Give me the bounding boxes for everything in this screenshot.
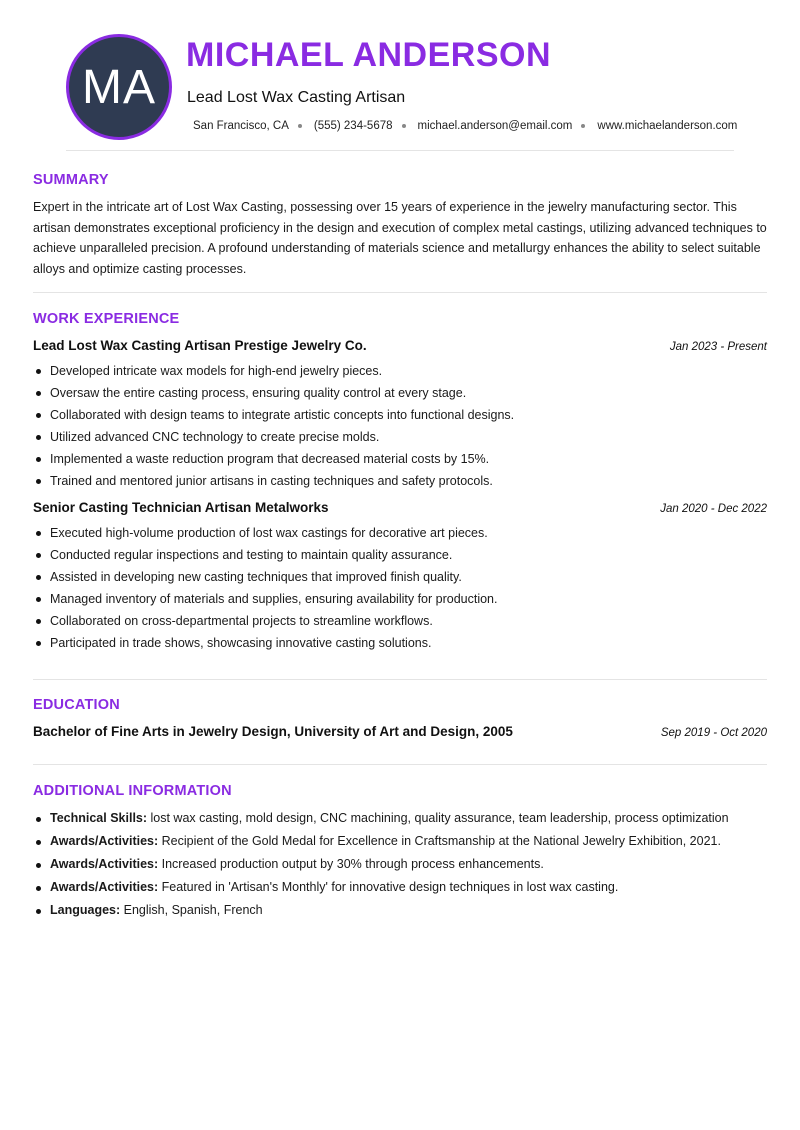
avatar-initials: MA [82,60,156,114]
job-bullet: Collaborated on cross-departmental projects to streamline workflows. [33,610,767,632]
separator-dot [298,124,302,128]
job-bullet: Oversaw the entire casting process, ensuring quality control at every stage. [33,382,767,404]
additional-info-item [33,855,767,874]
item-label: Languages: [50,903,121,917]
contact-email: michael.anderson@email.com [417,120,573,132]
job-entry [33,338,767,492]
summary-section [33,151,767,292]
separator-dot [402,124,406,128]
item-label: Awards/Activities: [50,880,159,894]
job-bullet: Participated in trade shows, showcasing innovative casting solutions. [33,632,767,654]
job-title: Senior Casting Technician Artisan Metalworks [33,500,329,515]
additional-info-item [33,809,767,828]
job-entry [33,500,767,654]
contact-location: San Francisco, CA [193,120,289,132]
job-bullet: Trained and mentored junior artisans in casting techniques and safety protocols. [33,470,767,492]
item-text: Increased production output by 30% through process enhancements. [158,857,544,871]
job-bullets [33,522,767,654]
contact-phone: (555) 234-5678 [313,120,393,132]
education-heading: EDUCATION [33,697,120,713]
job-bullet: Utilized advanced CNC technology to create precise molds. [33,426,767,448]
job-bullets [33,360,767,492]
item-text: Featured in 'Artisan's Monthly' for innovative design techniques in lost wax casting. [158,880,619,894]
job-bullet: Executed high-volume production of lost wax castings for decorative art pieces. [33,522,767,544]
job-bullet: Managed inventory of materials and supplies, ensuring availability for production. [33,588,767,610]
job-bullet: Collaborated with design teams to integrate artistic concepts into functional designs. [33,404,767,426]
additional-info-section [33,765,767,920]
item-text: English, Spanish, French [120,903,263,917]
summary-text: Expert in the intricate art of Lost Wax Casting, possessing over 15 years of experience in the jewelry manufacturing sector. This artisan demonstrates exceptional proficiency in the design and execution of complex metal castings, utilizing advanced techniques to achieve unparalleled precision. A profound understanding of materials science and metallurgy enhances the ability to select suitable alloys and optimize casting processes. [33,200,767,276]
item-text: lost wax casting, mold design, CNC machining, quality assurance, team leadership, process optimization [147,811,729,825]
work-experience-heading: WORK EXPERIENCE [33,311,180,327]
resume-header [33,0,767,151]
item-label: Technical Skills: [50,811,148,825]
contact-info [193,120,737,132]
candidate-name: MICHAEL ANDERSON [186,36,552,74]
item-label: Awards/Activities: [50,834,159,848]
additional-info-item [33,878,767,897]
summary-heading: SUMMARY [33,172,109,188]
item-label: Awards/Activities: [50,857,159,871]
job-bullet: Conducted regular inspections and testing to maintain quality assurance. [33,544,767,566]
additional-info-item [33,901,767,920]
item-text: Recipient of the Gold Medal for Excellence in Craftsmanship at the National Jewelry Exhibition, 2021. [158,834,721,848]
degree: Bachelor of Fine Arts in Jewelry Design, University of Art and Design, 2005 [33,724,513,739]
education-dates: Sep 2019 - Oct 2020 [660,727,767,739]
work-experience-section [33,293,767,679]
header-divider [66,150,734,151]
contact-website: www.michaelanderson.com [597,120,738,132]
job-bullet: Implemented a waste reduction program that decreased material costs by 15%. [33,448,767,470]
additional-info-item [33,832,767,851]
separator-dot [581,124,585,128]
candidate-title: Lead Lost Wax Casting Artisan [187,89,406,106]
avatar [66,34,172,140]
job-bullet: Assisted in developing new casting techniques that improved finish quality. [33,566,767,588]
additional-info-heading: ADDITIONAL INFORMATION [33,783,232,799]
education-section [33,680,767,764]
job-dates: Jan 2020 - Dec 2022 [660,503,767,515]
job-dates: Jan 2023 - Present [669,341,767,353]
job-bullet: Developed intricate wax models for high-end jewelry pieces. [33,360,767,382]
job-title: Lead Lost Wax Casting Artisan Prestige Jewelry Co. [33,338,367,353]
additional-info-list [33,809,767,920]
